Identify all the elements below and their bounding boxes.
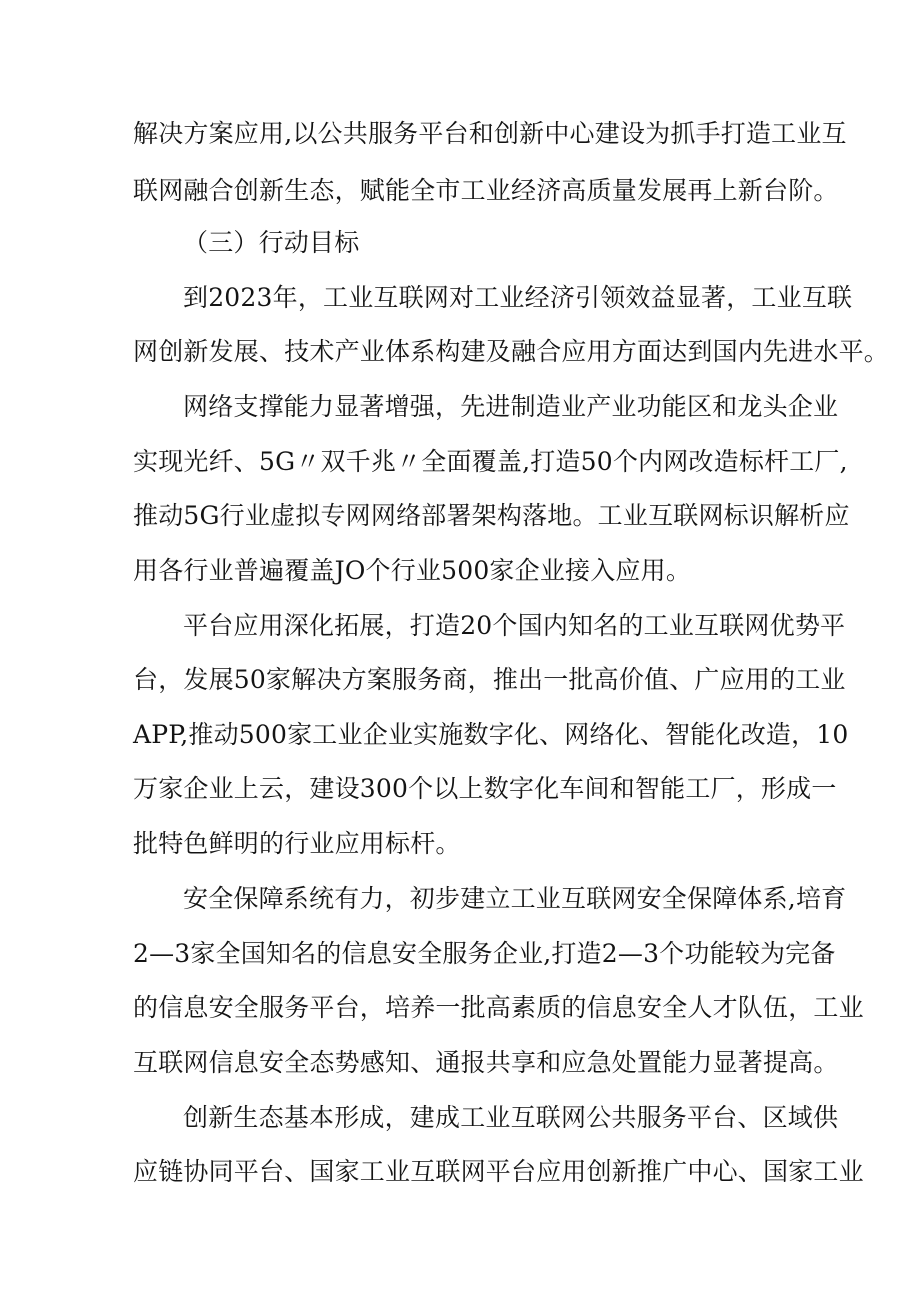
text-line: 的信息安全服务平台，培养一批高素质的信息安全人才队伍，工业 (133, 993, 864, 1022)
paragraph-start: 安全保障系统有力，初步建立工业互联网安全保障体系,培育 (183, 884, 847, 913)
text-line: 台，发展50家解决方案服务商，推出一批高价值、广应用的工业 (133, 665, 846, 694)
text-line: 解决方案应用,以公共服务平台和创新中心建设为抓手打造工业互 (133, 119, 847, 148)
paragraph-start: 创新生态基本形成，建成工业互联网公共服务平台、区域供 (183, 1103, 839, 1132)
text-line: 万家企业上云，建设300个以上数字化车间和智能工厂，形成一 (133, 774, 837, 803)
text-line: 推动5G行业虚拟专网网络部署架构落地。工业互联网标识解析应 (133, 501, 850, 530)
text-line: APP,推动500家工业企业实施数字化、网络化、智能化改造，10 (133, 720, 849, 749)
text-line: 网创新发展、技术产业体系构建及融合应用方面达到国内先进水平。 (133, 337, 890, 366)
text-line: 实现光纤、5G〃双千兆〃全面覆盖,打造50个内网改造标杆工厂, (133, 447, 848, 476)
text-line: 应链协同平台、国家工业互联网平台应用创新推广中心、国家工业 (133, 1157, 864, 1186)
paragraph-start: 到2023年，工业互联网对工业经济引领效益显著，工业互联 (183, 283, 853, 312)
text-line: 2—3家全国知名的信息安全服务企业,打造2—3个功能较为完备 (133, 939, 836, 968)
paragraph-start: 平台应用深化拓展，打造20个国内知名的工业互联网优势平 (183, 611, 846, 640)
text-line: 用各行业普遍覆盖JO个行业500家企业接入应用。 (133, 556, 692, 585)
paragraph-start: 网络支撑能力显著增强，先进制造业产业功能区和龙头企业 (183, 392, 839, 421)
text-line: 互联网信息安全态势感知、通报共享和应急处置能力显著提高。 (133, 1048, 839, 1077)
text-line: 联网融合创新生态，赋能全市工业经济高质量发展再上新台阶。 (133, 176, 839, 205)
section-heading: （三）行动目标 (183, 228, 360, 257)
text-line: 批特色鲜明的行业应用标杆。 (133, 829, 461, 858)
